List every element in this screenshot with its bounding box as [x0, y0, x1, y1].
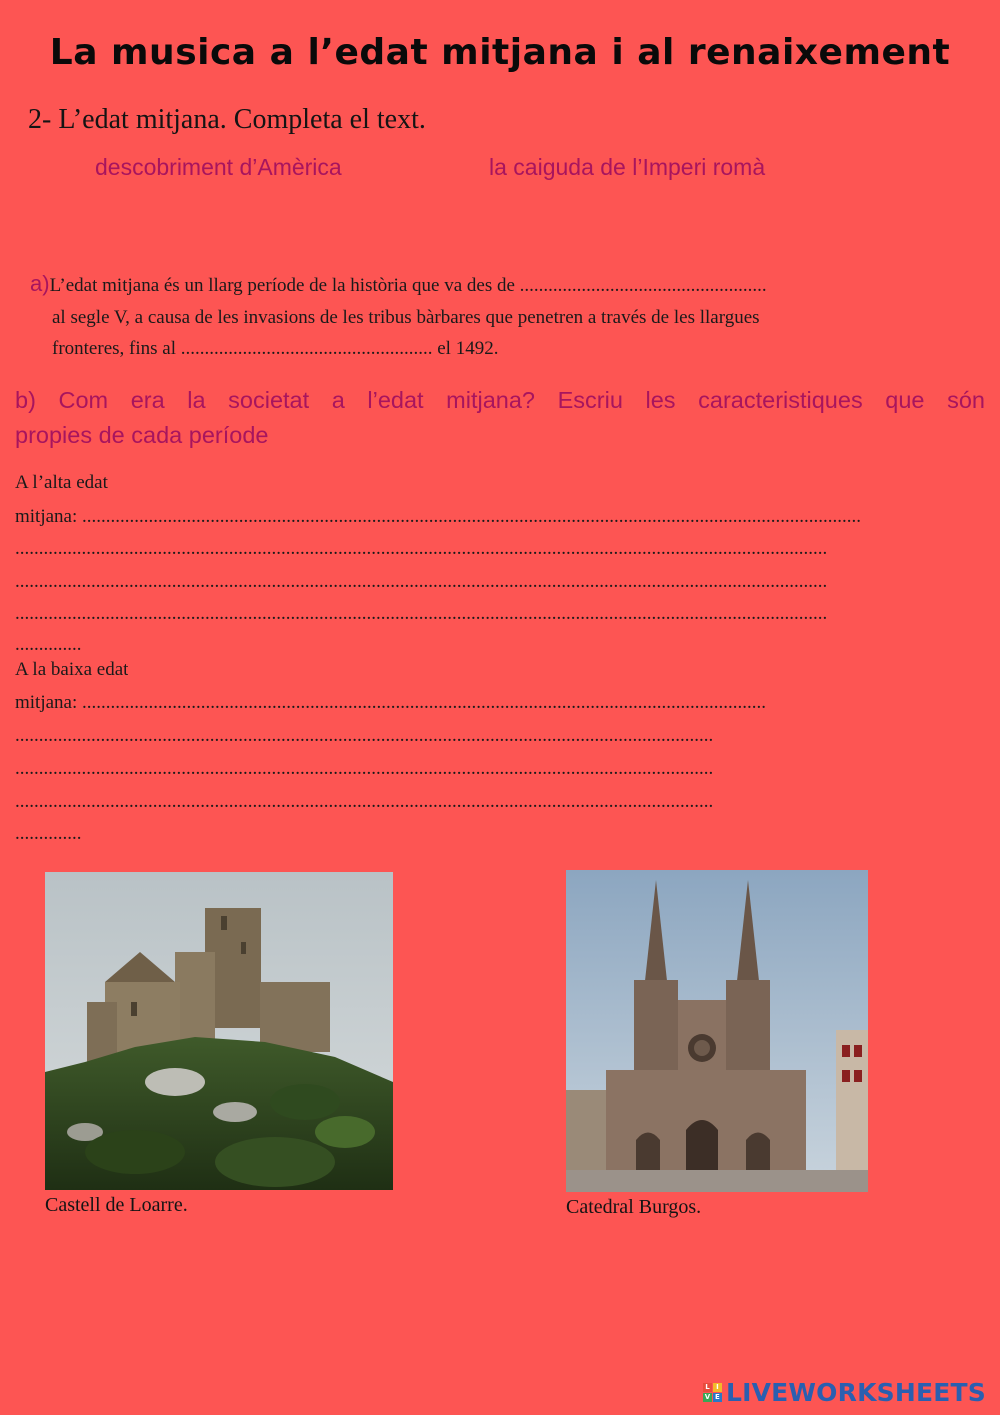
exercise-a-paragraph [30, 268, 955, 365]
baixa-edat-heading: A la baixa edat [15, 659, 129, 680]
liveworksheets-logo [703, 1378, 986, 1407]
page-title: La musica a l’edat mitjana i al renaixement [49, 32, 951, 73]
baixa-edat-answer-line[interactable]: ................................................................................................................................................... [15, 758, 714, 779]
castle-caption: Castell de Loarre. [45, 1194, 188, 1216]
alta-edat-answer-line[interactable]: mitjana: .................................................................................................................................................................... [15, 506, 862, 527]
exercise-a-line-1[interactable]: L’edat mitjana és un llarg període de la història que va des de .................................................... [49, 275, 767, 296]
alta-edat-answer-line[interactable]: ........................................................................................................................................................................... [15, 538, 828, 559]
alta-edat-answer-line[interactable]: ........................................................................................................................................................................... [15, 603, 828, 624]
exercise-b-question-line-1: b) Com era la societat a l’edat mitjana? Escriu les caracteristiques que són [15, 387, 985, 413]
liveworksheets-logo-icon [703, 1383, 722, 1402]
section-subtitle: 2- L’edat mitjana. Completa el text. [28, 104, 426, 135]
castle-loarre-image [45, 872, 393, 1190]
liveworksheets-logo-text: LIVEWORKSHEETS [725, 1378, 986, 1407]
baixa-edat-answer-line[interactable]: ................................................................................................................................................... [15, 725, 714, 746]
logo-cell: I [713, 1383, 722, 1392]
baixa-edat-answer-line[interactable]: .............. [15, 823, 82, 844]
exercise-a-line-2: al segle V, a causa de les invasions de les tribus bàrbares que penetren a través de les llargues [52, 306, 760, 328]
alta-edat-answer-line[interactable]: .............. [15, 634, 82, 655]
word-bank-item-1[interactable]: descobriment d’Amèrica [95, 154, 342, 180]
baixa-edat-answer-line[interactable]: ................................................................................................................................................... [15, 791, 714, 812]
exercise-b-question-line-2: propies de cada període [15, 422, 269, 448]
exercise-a-label: a) [30, 271, 50, 296]
logo-cell: V [704, 1393, 711, 1401]
alta-edat-heading: A l’alta edat [15, 472, 108, 493]
logo-cell: L [703, 1383, 712, 1392]
cathedral-caption: Catedral Burgos. [566, 1196, 702, 1218]
alta-edat-answer-line[interactable]: ........................................................................................................................................................................... [15, 571, 828, 592]
logo-cell: E [713, 1393, 722, 1402]
exercise-a-line-3[interactable]: fronteres, fins al ..................................................... el 1492. [52, 338, 499, 359]
word-bank-item-2[interactable]: la caiguda de l’Imperi romà [489, 154, 766, 180]
baixa-edat-answer-line[interactable]: mitjana: ................................................................................................................................................ [15, 692, 767, 713]
cathedral-burgos-image [566, 870, 868, 1192]
